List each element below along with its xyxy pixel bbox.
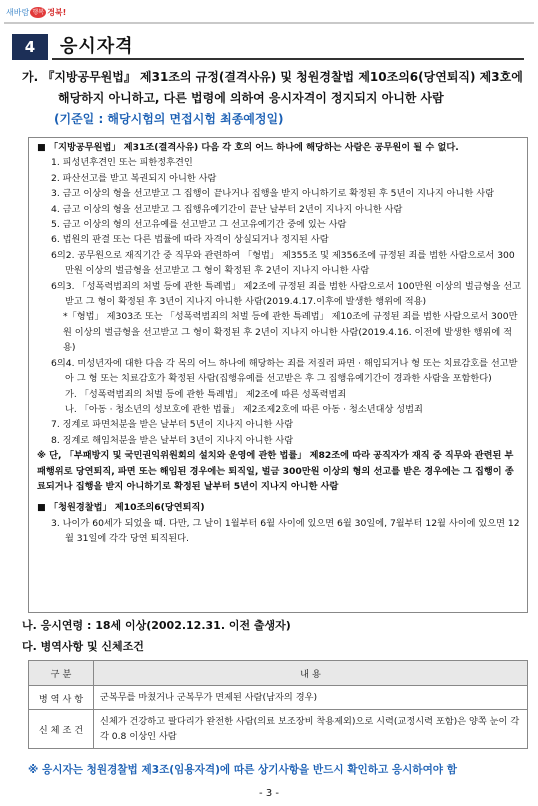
star-note: *「형법」 제303조 또는 「성폭력범죄의 처벌 등에 관한 특례법」 제10조에 규정된 죄를 범한 사람으로서 300만원 이상의 벌금형을 선고받고 그 형이 확정된 후 2년이 지나지 아니한 사람(2019.4.16. 이전에 발생한 행위에 적용): [63, 311, 518, 354]
item-list-2: [37, 356, 521, 448]
section-header: [12, 34, 524, 60]
page-number: - 3 -: [259, 788, 279, 799]
warning-note: ※ 단, 「부패방지 및 국민권익위원회의 설치와 운영에 관한 법률」 제82조에 따라 공직자가 재직 중 직무와 관련된 부패행위로 당연퇴직, 파면 또는 해임된 경우에는 퇴직일, 벌금 300만원 이상의 형의 선고를 받은 경우에는 그 집행이 종료되거나 집행을 받지 아니하기로 확정된 날부터 5년이 지나지 아니한 사람: [37, 450, 514, 492]
list-item: 8. 징계로 해임처분을 받은 날부터 3년이 지나지 아니한 사람: [51, 434, 294, 446]
table-row: [29, 710, 528, 749]
list-item: 4. 금고 이상의 형을 선고받고 그 집행유예기간이 끝난 날부터 2년이 지나지 아니한 사람: [51, 203, 403, 215]
final-note: ※ 응시자는 청원경찰법 제3조(임용자격)에 따른 상기사항을 반드시 확인하고 응시하여야 함: [28, 764, 457, 776]
list-item: 5. 금고 이상의 형의 선고유예를 선고받고 그 선고유예기간 중에 있는 사람: [51, 219, 347, 231]
box-head-1: ■ 「지방공무원법」 제31조(결격사유) 다음 각 호의 어느 하나에 해당하는 사람은 공무원이 될 수 없다.: [37, 142, 459, 153]
list-item: 6. 법원의 판결 또는 다른 법률에 따라 자격이 상실되거나 정지된 사람: [51, 234, 329, 246]
ga-line-2: 해당하지 아니하고, 다른 법령에 의하여 응시자격이 정지되지 아니한 사람: [58, 91, 444, 105]
logo: [6, 5, 66, 19]
section-number: 4: [12, 34, 48, 60]
ga-basis: (기준일 : 해당시험의 면접시험 최종예정일): [54, 112, 284, 126]
table-header-cell: 구 분: [29, 661, 94, 686]
list-item: 2. 파산선고를 받고 복권되지 아니한 사람: [51, 172, 217, 184]
top-divider: [4, 22, 534, 24]
box-head-2: ■ 「청원경찰법」 제10조의6(당연퇴직): [37, 502, 205, 514]
table-cell-key: 신 체 조 건: [29, 710, 94, 749]
table-cell-key: 병 역 사 항: [29, 686, 94, 710]
ga-line-1: 가. 『지방공무원법』 제31조의 규정(결격사유) 및 청원경찰법 제10조의6(당연퇴직) 제3호에: [22, 70, 523, 84]
list-item: 6의2. 공무원으로 재직기간 중 직무와 관련하여 「형법」 제355조 및 제356조에 규정된 죄를 범한 사람으로서 300만원 이상의 벌금형을 선고받고 그 형이 확정된 후 2년이 지나지 아니한 사람: [51, 249, 515, 277]
list-item: 6의4. 미성년자에 대한 다음 각 목의 어느 하나에 해당하는 죄를 저질러 파면 · 해임되거나 형 또는 치료감호를 선고받아 그 형 또는 치료감호가 확정된 사람(집행유예를 선고받은 후 그 집행유예기간이 경과한 사람을 포함한다): [51, 357, 518, 385]
table-cell-value: 신체가 건강하고 팔다리가 완전한 사람(의료 보조장비 착용제외)으로 시력(교정시력 포함)은 양쪽 눈이 각각 0.8 이상인 사람: [94, 710, 528, 749]
section-underline: [52, 58, 524, 60]
item-list-3: [37, 516, 521, 547]
table-row: [29, 686, 528, 710]
table-cell-value: 군복무를 마쳤거나 군복무가 면제된 사람(남자의 경우): [94, 686, 528, 710]
list-item: 6의3. 「성폭력범죄의 처벌 등에 관한 특례법」 제2조에 규정된 죄를 범한 사람으로서 100만원 이상의 벌금형을 선고받고 그 형이 확정된 후 3년이 지나지 아니한 사람(2019.4.17.이후에 발생한 행위에 적용): [51, 280, 522, 308]
section-title: 응시자격: [60, 36, 134, 57]
military-physical-heading: 다. 병역사항 및 신체조건: [22, 640, 144, 653]
table-header-row: [29, 661, 528, 686]
conditions-table: [28, 660, 528, 749]
logo-text-2: 경북!: [47, 7, 67, 17]
logo-text-1: 새바람: [6, 7, 30, 17]
table-header-cell: 내 용: [94, 661, 528, 686]
list-item: 7. 징계로 파면처분을 받은 날부터 5년이 지나지 아니한 사람: [51, 419, 294, 431]
disqualification-box: [28, 137, 528, 613]
sub-item-ga: 가. 「성폭력범죄의 처벌 등에 관한 특례법」 제2조에 따른 성폭력범죄: [65, 388, 347, 400]
item-list: [37, 155, 521, 309]
list-item: 3. 금고 이상의 형을 선고받고 그 집행이 끝나거나 집행을 받지 아니하기로 확정된 후 5년이 지나지 아니한 사람: [51, 188, 494, 200]
logo-badge: 행복: [30, 7, 46, 18]
list-item: 3. 나이가 60세가 되었을 때. 다만, 그 날이 1월부터 6월 사이에 있으면 6월 30일에, 7월부터 12월 사이에 있으면 12월 31일에 각각 당연 퇴직된다.: [51, 517, 520, 545]
qualification-ga: [22, 67, 532, 130]
list-item: 1. 피성년후견인 또는 피한정후견인: [51, 157, 193, 169]
sub-item-na: 나. 「아동 · 청소년의 성보호에 관한 법률」 제2조제2호에 따른 아동 · 청소년대상 성범죄: [65, 403, 423, 415]
age-requirement: 나. 응시연령 : 18세 이상(2002.12.31. 이전 출생자): [22, 619, 291, 632]
